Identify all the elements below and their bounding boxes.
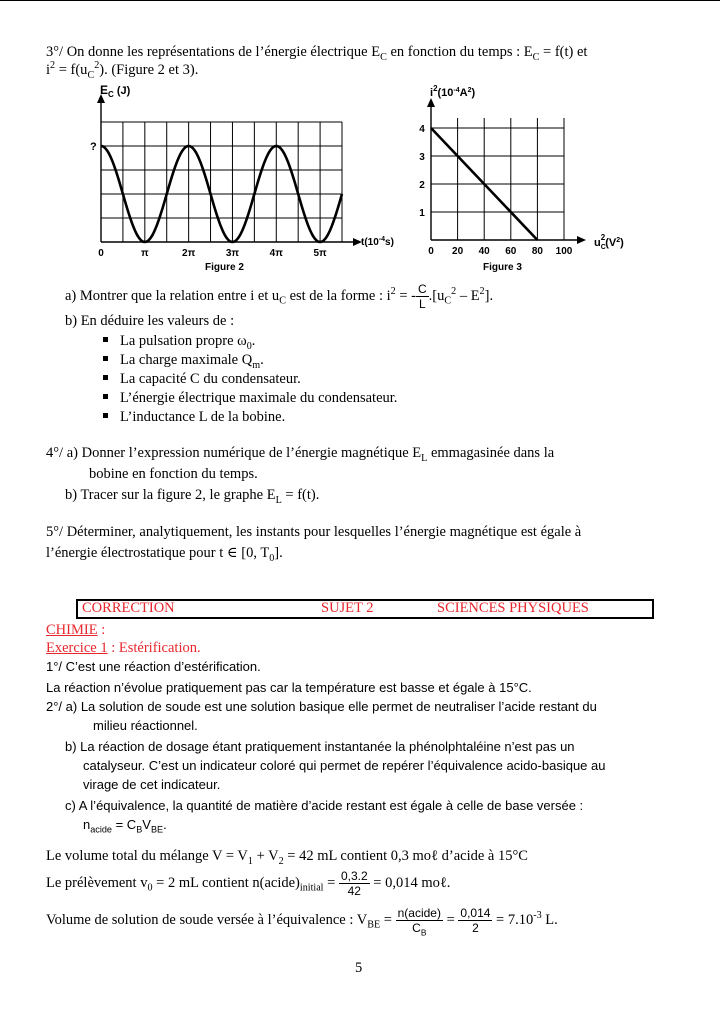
- fig2-x-tick: 2π: [182, 248, 196, 259]
- fig2-x-tick: 5π: [313, 248, 327, 259]
- fig2-x-label: $t(10^{-4}s)$: [361, 236, 394, 248]
- q3-bullet-list: [103, 333, 397, 428]
- fig2-x-tick: 3π: [225, 248, 240, 259]
- fig2-x-ticks: [98, 248, 327, 259]
- q5-line2: l’énergie électrostatique pour t ∈ [0, $T_0$].: [46, 545, 283, 564]
- chimie-line-5b: $n_{acide} = C_BV_{BE}$.: [83, 817, 167, 835]
- fig2-grid: [101, 122, 342, 242]
- exercice-title: Exercice 1 : Estérification.: [46, 640, 201, 656]
- fig3-x-label: $u_C2(V^2)$: [594, 233, 624, 251]
- q4-a-line2: bobine en fonction du temps.: [89, 466, 258, 482]
- calc-line-3: Volume de solution de soude versée à l’équivalence : $V_{BE}$ = $\frac{\text{n(acide)}}{C_B}$ = $\frac{0,014}{2}$ = $7.10^{-3}$ L.: [46, 906, 558, 938]
- q5-line1: 5°/ Déterminer, analytiquement, les instants pour lesquelles l’énergie magnétique est égale à: [46, 524, 582, 540]
- calc-fraction-3: $\frac{0,014}{2}$: [460, 906, 491, 935]
- svg-text:EC (J): $E_C$ (J): [100, 83, 131, 99]
- fig3-x-tick: 80: [531, 246, 543, 257]
- list-item: La charge maximale $Q_m$.: [103, 352, 397, 371]
- fig2-caption: Figure 2: [205, 262, 244, 273]
- list-item: L’énergie électrique maximale du condensateur.: [103, 390, 397, 409]
- chimie-line-3b: milieu réactionnel.: [93, 718, 198, 733]
- q4-a-line1: 4°/ a) Donner l’expression numérique de l’énergie magnétique $E_L$ emmagasinée dans la: [46, 445, 555, 464]
- chimie-line-4a: b) La réaction de dosage étant pratiquement instantanée la phénolphtaléine n’est pas un: [65, 739, 575, 754]
- list-item: La capacité C du condensateur.: [103, 371, 397, 390]
- fig3-x-tick: 20: [452, 246, 464, 257]
- fig3-y-ticks: [419, 124, 425, 219]
- fig3-x-tick: 100: [555, 246, 573, 257]
- calc-fraction-2: $\frac{\text{n(acide)}}{C_B}$: [397, 906, 441, 938]
- top-rule: [0, 0, 720, 1]
- sciences-label: SCIENCES PHYSIQUES: [437, 600, 589, 616]
- list-item: La pulsation propre $\omega_0$.: [103, 333, 397, 352]
- fig2-x-tick: π: [140, 248, 149, 259]
- x-axis-arrow-icon: [577, 236, 586, 244]
- chimie-line-4b: catalyseur. C’est un indicateur coloré qui permet de repérer l’équivalence acido-basique au: [83, 758, 606, 773]
- fig3-y-tick: 1: [419, 208, 425, 219]
- fig3-grid: [431, 118, 564, 240]
- q3-line2: $i^2 = f(u_C^2)$. (Figure 2 et 3).: [46, 60, 199, 81]
- q3-line1: 3°/ On donne les représentations de l’énergie électrique $E_C$ en fonction du temps : $E_C = f(t)$ et: [46, 44, 588, 63]
- chimie-line-4c: virage de cet indicateur.: [83, 777, 221, 792]
- correction-label: CORRECTION: [82, 600, 175, 616]
- sujet-label: SUJET 2: [321, 600, 374, 616]
- figure-2-chart: [80, 80, 420, 275]
- chimie-line-5a: c) A l’équivalence, la quantité de matière d’acide restant est égale à celle de base versée :: [65, 798, 584, 813]
- fig3-x-tick: 60: [505, 246, 517, 257]
- chimie-line-1: 1°/ C’est une réaction d’estérification.: [46, 659, 261, 674]
- chimie-line-2: La réaction n’évolue pratiquement pas car la température est basse et égale à 15°C.: [46, 680, 532, 695]
- fig3-x-tick: 40: [478, 246, 490, 257]
- bullet-icon: [103, 337, 108, 342]
- page-number: 5: [355, 960, 363, 976]
- calc-fraction-1: $\frac{0,3.2}{42}$: [340, 869, 368, 898]
- fig3-y-tick: 4: [419, 124, 425, 135]
- q3-a: a) Montrer que la relation entre i et $u_C$ est de la forme : $i^2$ = - $\frac{C}{L}$ $.[u_C^2 - E^2]$.: [65, 282, 494, 311]
- chimie-title: CHIMIE :: [46, 622, 106, 638]
- fig3-ylabel: $i^2(10^{-4}A^2)$: [430, 84, 476, 99]
- fig3-axes: [427, 98, 586, 244]
- fig3-y-tick: 2: [419, 180, 425, 191]
- list-item: L’inductance L de la bobine.: [103, 409, 397, 428]
- fig2-y-tick: ?: [90, 141, 97, 153]
- bullet-icon: [103, 356, 108, 361]
- bullet-icon: [103, 394, 108, 399]
- fig3-y-tick: 3: [419, 152, 425, 163]
- fig3-x-ticks: [428, 246, 573, 257]
- chimie-line-3a: 2°/ a) La solution de soude est une solution basique elle permet de neutraliser l’acide restant du: [46, 699, 597, 714]
- fig2-x-tick: 0: [98, 248, 104, 259]
- q3-b: b) En déduire les valeurs de :: [65, 313, 235, 329]
- bullet-icon: [103, 413, 108, 418]
- q4-b: b) Tracer sur la figure 2, le graphe $E_L = f(t)$.: [65, 487, 320, 506]
- bullet-icon: [103, 375, 108, 380]
- calc-line-2: Le prélèvement $v_0 = 2$ mL contient $n(acide)_{initial}$ = $\frac{0,3.2}{42}$ = 0,014 moℓ.: [46, 869, 451, 898]
- fig3-caption: Figure 3: [483, 262, 522, 273]
- calc-line-1: Le volume total du mélange $V = V_1 + V_2 = 42$ mL contient 0,3 moℓ d’acide à 15°C: [46, 848, 528, 867]
- figure-3-chart: [412, 80, 652, 275]
- q3-a-fraction: $\frac{C}{L}$: [417, 282, 427, 311]
- fig2-x-tick: 4π: [269, 248, 283, 259]
- fig2-ylabel: [100, 83, 131, 99]
- fig3-x-tick: 0: [428, 246, 434, 257]
- y-axis-arrow-icon: [427, 98, 435, 107]
